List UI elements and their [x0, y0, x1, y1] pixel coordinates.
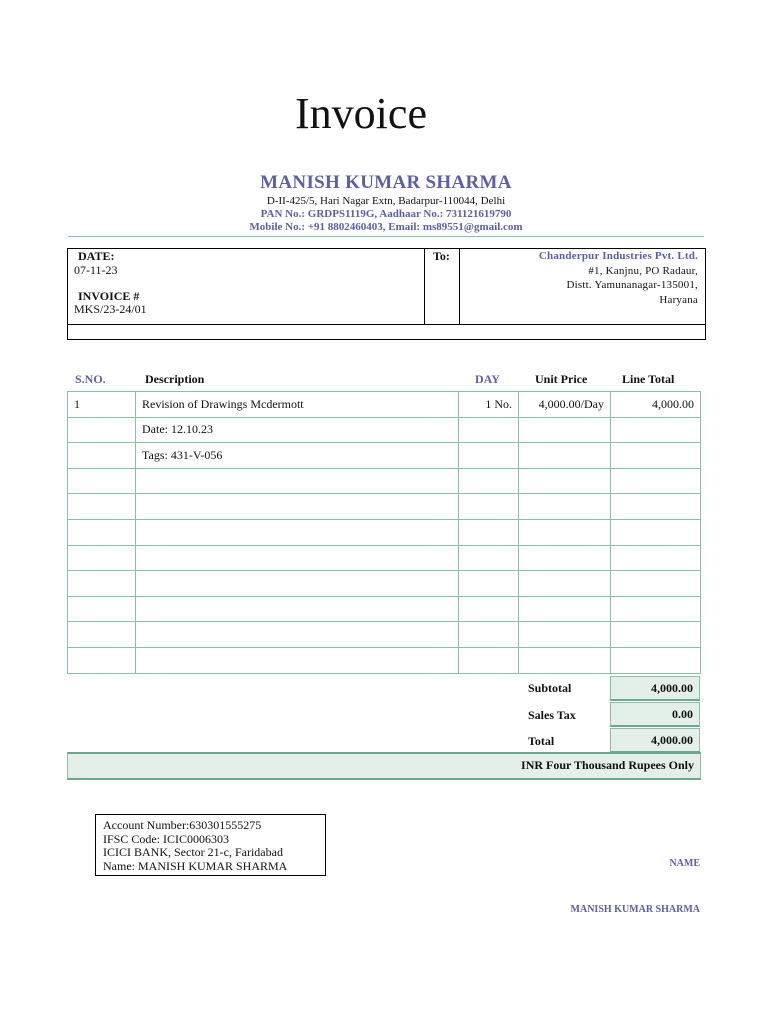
table-row — [68, 494, 701, 520]
table-row — [68, 468, 701, 494]
cell-sno — [68, 596, 136, 622]
cell-unit-price — [519, 545, 611, 571]
cell-description: Date: 12.10.23 — [136, 417, 459, 443]
subtotal-label: Subtotal — [528, 681, 572, 695]
seller-contact: Mobile No.: +91 8802460403, Email: ms89551@gmail.com — [249, 221, 523, 233]
cell-day — [459, 622, 519, 648]
cell-line-total — [611, 494, 701, 520]
cell-description — [136, 468, 459, 494]
cell-sno — [68, 519, 136, 545]
table-row — [68, 647, 701, 673]
cell-description — [136, 571, 459, 597]
table-row — [68, 571, 701, 597]
seller-name: MANISH KUMAR SHARMA — [260, 172, 512, 193]
cell-sno — [68, 622, 136, 648]
cell-unit-price — [519, 443, 611, 469]
cell-unit-price — [519, 417, 611, 443]
buyer-line3: Haryana — [659, 293, 698, 306]
cell-day — [459, 647, 519, 673]
to-label: To: — [433, 249, 450, 263]
line-items-table — [67, 391, 701, 674]
subtotal-value: 4,000.00 — [651, 681, 693, 695]
buyer-name: Chanderpur Industries Pvt. Ltd. — [538, 250, 698, 262]
invoice-number-label: INVOICE # — [78, 289, 140, 303]
date-value: 07-11-23 — [74, 263, 118, 277]
cell-line-total — [611, 647, 701, 673]
cell-day — [459, 519, 519, 545]
cell-unit-price — [519, 571, 611, 597]
cell-sno — [68, 647, 136, 673]
table-row — [68, 622, 701, 648]
sales-tax-label: Sales Tax — [528, 708, 576, 722]
cell-description — [136, 519, 459, 545]
info-box-divider — [424, 248, 425, 325]
seller-ids: PAN No.: GRDPS1119G, Aadhaar No.: 731121619790 — [260, 208, 512, 220]
cell-description — [136, 545, 459, 571]
cell-unit-price — [519, 519, 611, 545]
cell-unit-price — [519, 494, 611, 520]
info-box-divider — [67, 324, 706, 325]
buyer-address — [462, 249, 698, 307]
bank-ifsc: IFSC Code: ICIC0006303 — [103, 831, 230, 846]
cell-line-total: 4,000.00 — [611, 392, 701, 418]
cell-sno — [68, 468, 136, 494]
cell-description — [136, 647, 459, 673]
cell-day: 1 No. — [459, 392, 519, 418]
cell-day — [459, 596, 519, 622]
cell-sno — [68, 443, 136, 469]
table-row — [68, 545, 701, 571]
date-label: DATE: — [78, 249, 115, 263]
cell-line-total — [611, 571, 701, 597]
cell-line-total — [611, 417, 701, 443]
cell-sno — [68, 545, 136, 571]
cell-unit-price — [519, 468, 611, 494]
cell-sno — [68, 571, 136, 597]
bank-branch: ICICI BANK, Sector 21-c, Faridabad — [103, 845, 283, 859]
col-header-sno: S.NO. — [75, 372, 106, 386]
cell-day — [459, 571, 519, 597]
buyer-line2: Distt. Yamunanagar-135001, — [566, 279, 698, 291]
table-row — [68, 443, 701, 469]
sales-tax-value: 0.00 — [672, 707, 693, 721]
cell-line-total — [611, 545, 701, 571]
cell-day — [459, 545, 519, 571]
cell-day — [459, 468, 519, 494]
col-header-unit-price: Unit Price — [535, 372, 588, 386]
signature-name: MANISH KUMAR SHARMA — [570, 904, 700, 915]
cell-sno: 1 — [68, 392, 136, 418]
signature-label: NAME — [669, 858, 700, 869]
cell-day — [459, 443, 519, 469]
bank-account-number: Account Number:630301555275 — [103, 818, 262, 832]
cell-line-total — [611, 519, 701, 545]
cell-description — [136, 596, 459, 622]
cell-day — [459, 417, 519, 443]
col-header-line-total: Line Total — [622, 372, 675, 386]
cell-line-total — [611, 596, 701, 622]
invoice-number-value: MKS/23-24/01 — [74, 302, 147, 316]
table-row — [68, 519, 701, 545]
cell-line-total — [611, 622, 701, 648]
total-value: 4,000.00 — [651, 733, 693, 747]
table-row — [68, 417, 701, 443]
seller-address: D-II-425/5, Hari Nagar Extn, Badarpur-110044, Delhi — [266, 195, 506, 207]
cell-unit-price — [519, 596, 611, 622]
col-header-day: DAY — [475, 372, 500, 386]
amount-in-words: INR Four Thousand Rupees Only — [521, 758, 694, 772]
cell-day — [459, 494, 519, 520]
col-header-description: Description — [145, 372, 205, 386]
cell-description — [136, 494, 459, 520]
total-label: Total — [528, 734, 555, 748]
cell-description: Revision of Drawings Mcdermott — [136, 392, 459, 418]
cell-description: Tags: 431-V-056 — [136, 443, 459, 469]
table-row — [68, 392, 701, 418]
cell-unit-price — [519, 622, 611, 648]
cell-description — [136, 622, 459, 648]
cell-sno — [68, 494, 136, 520]
cell-unit-price — [519, 647, 611, 673]
invoice-title: Invoice — [295, 89, 427, 138]
cell-line-total — [611, 468, 701, 494]
bank-account-name: Name: MANISH KUMAR SHARMA — [103, 858, 288, 873]
bank-details-box — [95, 814, 326, 876]
table-row — [68, 596, 701, 622]
header-divider — [68, 236, 704, 237]
info-box-divider — [459, 248, 460, 325]
cell-sno — [68, 417, 136, 443]
cell-line-total — [611, 443, 701, 469]
buyer-line1: #1, Kanjnu, PO Radaur, — [588, 264, 698, 277]
cell-unit-price: 4,000.00/Day — [519, 392, 611, 418]
